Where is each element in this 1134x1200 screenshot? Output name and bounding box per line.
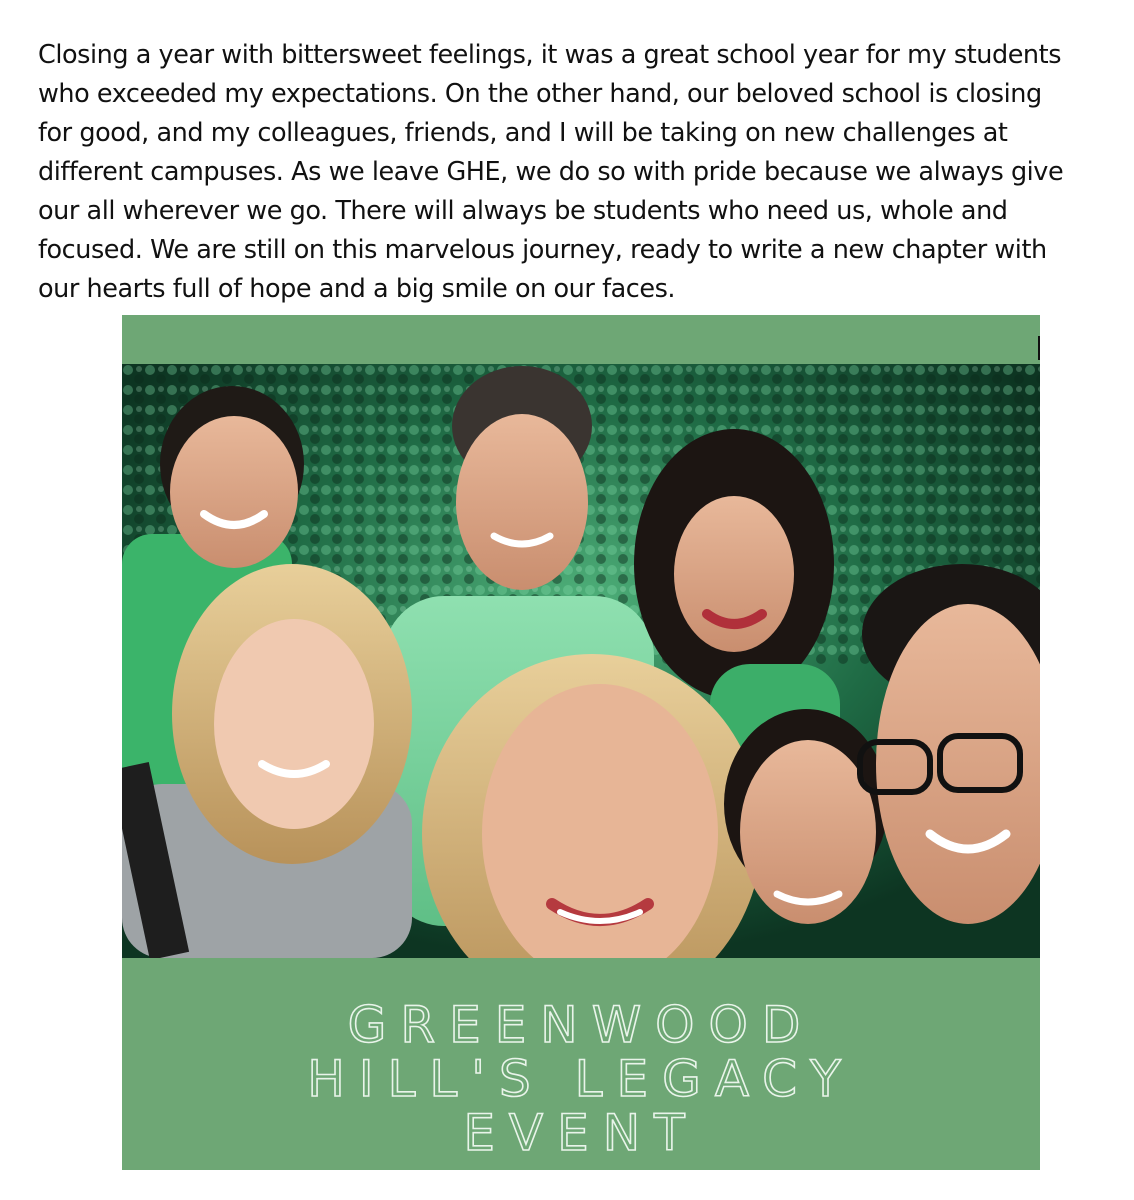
post-text-line: our hearts full of hope and a big smile on our faces. [38, 274, 676, 304]
event-title-line: HILL'S LEGACY [307, 1050, 855, 1108]
group-photo [122, 364, 1040, 958]
post-text-line: Closing a year with bittersweet feelings, it was a great school year for my students [38, 40, 1062, 70]
post-text-line: our all wherever we go. There will always be students who need us, whole and [38, 196, 1008, 226]
post-text-line: for good, and my colleagues, friends, and I will be taking on new challenges at [38, 118, 1008, 148]
event-title [122, 998, 1040, 1160]
text-cursor-mark [1038, 336, 1040, 360]
post-text-line: focused. We are still on this marvelous journey, ready to write a new chapter with [38, 235, 1047, 265]
post-text-line: who exceeded my expectations. On the other hand, our beloved school is closing [38, 79, 1042, 109]
post-text [38, 36, 1108, 309]
post-text-line: different campuses. As we leave GHE, we do so with pride because we always give [38, 157, 1064, 187]
event-title-line: GREENWOOD [347, 996, 815, 1054]
event-title-line: EVENT [463, 1104, 699, 1162]
